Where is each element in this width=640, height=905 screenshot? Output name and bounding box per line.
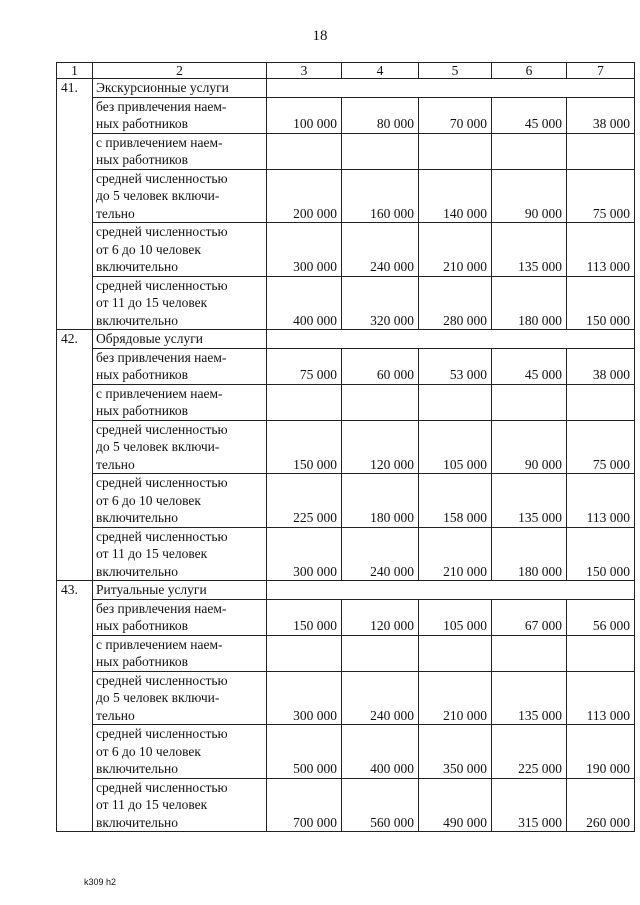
rate-value: 180 000 (342, 474, 419, 528)
rate-value: 150 000 (267, 599, 342, 635)
row-label-line: включительно (96, 312, 179, 328)
rate-value: 45 000 (492, 348, 567, 384)
rate-value: 210 000 (419, 671, 492, 725)
rate-value (342, 384, 419, 420)
rate-value: 80 000 (342, 97, 419, 133)
rate-value: 53 000 (419, 348, 492, 384)
row-label (93, 599, 267, 635)
rate-value: 490 000 (419, 778, 492, 832)
rate-value: 60 000 (342, 348, 419, 384)
row-label-line: тельно (96, 205, 135, 221)
header-cell: 5 (419, 63, 492, 79)
table-row (57, 527, 635, 581)
rate-value: 75 000 (267, 348, 342, 384)
rate-value: 150 000 (567, 527, 635, 581)
header-cell: 6 (492, 63, 567, 79)
table-row (57, 599, 635, 635)
row-label-line: без привлечения наем- (96, 349, 227, 365)
section-title: Обрядовые услуги (93, 330, 267, 349)
table-row (57, 348, 635, 384)
row-label (93, 778, 267, 832)
rate-value: 400 000 (342, 725, 419, 779)
rate-value: 120 000 (342, 420, 419, 474)
table-row (57, 169, 635, 223)
table-row (57, 276, 635, 330)
rate-value: 240 000 (342, 527, 419, 581)
rate-value (267, 384, 342, 420)
row-label-line: до 5 человек включи- (96, 690, 220, 705)
row-label (93, 223, 267, 277)
rate-value: 100 000 (267, 97, 342, 133)
row-label (93, 348, 267, 384)
rate-value: 56 000 (567, 599, 635, 635)
rate-value: 300 000 (267, 527, 342, 581)
section-title-spacer (267, 581, 635, 600)
row-label-line: средней численностью (96, 277, 228, 293)
row-label-line: включительно (96, 761, 179, 776)
header-row (57, 63, 635, 79)
row-label-line: от 6 до 10 человек (96, 492, 201, 508)
section-title: Экскурсионные услуги (93, 79, 267, 98)
rate-value: 150 000 (267, 420, 342, 474)
rate-value: 150 000 (567, 276, 635, 330)
rate-value: 105 000 (419, 599, 492, 635)
footer-code: k309 h2 (84, 877, 117, 887)
section-row (57, 79, 635, 98)
rate-value: 210 000 (419, 527, 492, 581)
rate-value (267, 133, 342, 169)
row-label-line: до 5 человек включи- (96, 439, 220, 454)
row-label-line: без привлечения наем- (96, 98, 227, 114)
row-label (93, 97, 267, 133)
row-label-line: ных работников (96, 152, 188, 167)
row-label (93, 276, 267, 330)
table-row (57, 778, 635, 832)
row-label-line: включительно (96, 510, 179, 525)
row-label-line: от 6 до 10 человек (96, 241, 201, 257)
table-row (57, 725, 635, 779)
row-label-line: с привлечением наем- (96, 636, 223, 652)
header-cell: 7 (567, 63, 635, 79)
table-row (57, 635, 635, 671)
row-label-line: от 11 до 15 человек (96, 546, 208, 561)
table-row (57, 223, 635, 277)
section-title: Ритуальные услуги (93, 581, 267, 600)
rate-value: 113 000 (567, 474, 635, 528)
row-label-line: с привлечением наем- (96, 134, 223, 150)
rate-value (342, 133, 419, 169)
rate-value: 135 000 (492, 223, 567, 277)
rate-value: 70 000 (419, 97, 492, 133)
section-number: 43. (57, 581, 93, 832)
rate-value: 320 000 (342, 276, 419, 330)
rates-table (56, 62, 635, 832)
header-cell: 4 (342, 63, 419, 79)
rate-value: 75 000 (567, 169, 635, 223)
rate-value: 200 000 (267, 169, 342, 223)
row-label (93, 474, 267, 528)
section-row (57, 330, 635, 349)
row-label-line: ных работников (96, 403, 188, 418)
rate-value: 113 000 (567, 671, 635, 725)
row-label (93, 169, 267, 223)
table-body (57, 63, 635, 832)
rate-value: 113 000 (567, 223, 635, 277)
row-label-line: средней численностью (96, 528, 228, 544)
rate-value: 135 000 (492, 474, 567, 528)
rate-value (492, 133, 567, 169)
row-label-line: тельно (96, 456, 135, 472)
rate-value: 190 000 (567, 725, 635, 779)
rate-value: 260 000 (567, 778, 635, 832)
row-label (93, 420, 267, 474)
row-label-line: до 5 человек включи- (96, 188, 220, 203)
table-row (57, 384, 635, 420)
row-label-line: от 6 до 10 человек (96, 743, 201, 759)
section-number: 41. (57, 79, 93, 330)
table-row (57, 97, 635, 133)
section-title-spacer (267, 330, 635, 349)
table-row (57, 671, 635, 725)
table-row (57, 420, 635, 474)
row-label-line: средней численностью (96, 672, 228, 688)
row-label-line: средней численностью (96, 779, 228, 795)
rate-value: 350 000 (419, 725, 492, 779)
rate-value: 90 000 (492, 420, 567, 474)
table-row (57, 474, 635, 528)
row-label-line: ных работников (96, 116, 188, 131)
row-label-line: тельно (96, 707, 135, 723)
rate-value: 120 000 (342, 599, 419, 635)
rate-value (419, 635, 492, 671)
rate-value: 240 000 (342, 671, 419, 725)
row-label-line: средней численностью (96, 475, 228, 490)
row-label-line: средней численностью (96, 421, 228, 437)
row-label-line: ных работников (96, 654, 188, 669)
rate-value: 67 000 (492, 599, 567, 635)
row-label-line: средней численностью (96, 726, 228, 741)
row-label (93, 384, 267, 420)
row-label-line: включительно (96, 563, 179, 579)
rate-value (267, 635, 342, 671)
rate-value: 225 000 (492, 725, 567, 779)
row-label-line: включительно (96, 814, 179, 830)
rate-value (419, 384, 492, 420)
header-cell: 3 (267, 63, 342, 79)
row-label-line: средней численностью (96, 224, 228, 239)
rate-value (567, 635, 635, 671)
rate-value: 300 000 (267, 223, 342, 277)
row-label-line: с привлечением наем- (96, 385, 223, 401)
page-number: 18 (312, 28, 328, 44)
rate-value: 210 000 (419, 223, 492, 277)
rate-value: 400 000 (267, 276, 342, 330)
rate-value: 105 000 (419, 420, 492, 474)
rate-value (492, 384, 567, 420)
row-label-line: без привлечения наем- (96, 600, 227, 616)
rate-value: 38 000 (567, 97, 635, 133)
rate-value: 700 000 (267, 778, 342, 832)
rate-value (567, 384, 635, 420)
row-label (93, 527, 267, 581)
rate-value: 180 000 (492, 527, 567, 581)
section-row (57, 581, 635, 600)
row-label-line: включительно (96, 259, 179, 274)
table-row (57, 133, 635, 169)
rate-value: 500 000 (267, 725, 342, 779)
row-label (93, 635, 267, 671)
rate-value: 135 000 (492, 671, 567, 725)
rate-value: 90 000 (492, 169, 567, 223)
row-label-line: ных работников (96, 367, 188, 382)
rate-value: 300 000 (267, 671, 342, 725)
row-label (93, 671, 267, 725)
rate-value: 38 000 (567, 348, 635, 384)
rate-value: 45 000 (492, 97, 567, 133)
rate-value: 225 000 (267, 474, 342, 528)
rate-value: 280 000 (419, 276, 492, 330)
rate-value: 158 000 (419, 474, 492, 528)
rate-value (492, 635, 567, 671)
rate-value: 140 000 (419, 169, 492, 223)
rate-value: 240 000 (342, 223, 419, 277)
rate-value (342, 635, 419, 671)
row-label (93, 725, 267, 779)
row-label-line: от 11 до 15 человек (96, 295, 208, 310)
rate-value: 160 000 (342, 169, 419, 223)
row-label-line: от 11 до 15 человек (96, 797, 208, 812)
section-title-spacer (267, 79, 635, 98)
rate-value (567, 133, 635, 169)
rate-value: 75 000 (567, 420, 635, 474)
rate-value: 315 000 (492, 778, 567, 832)
row-label-line: ных работников (96, 618, 188, 633)
rate-value (419, 133, 492, 169)
header-cell: 2 (93, 63, 267, 79)
header-cell: 1 (57, 63, 93, 79)
row-label-line: средней численностью (96, 170, 228, 186)
rate-value: 180 000 (492, 276, 567, 330)
row-label (93, 133, 267, 169)
rate-value: 560 000 (342, 778, 419, 832)
section-number: 42. (57, 330, 93, 581)
